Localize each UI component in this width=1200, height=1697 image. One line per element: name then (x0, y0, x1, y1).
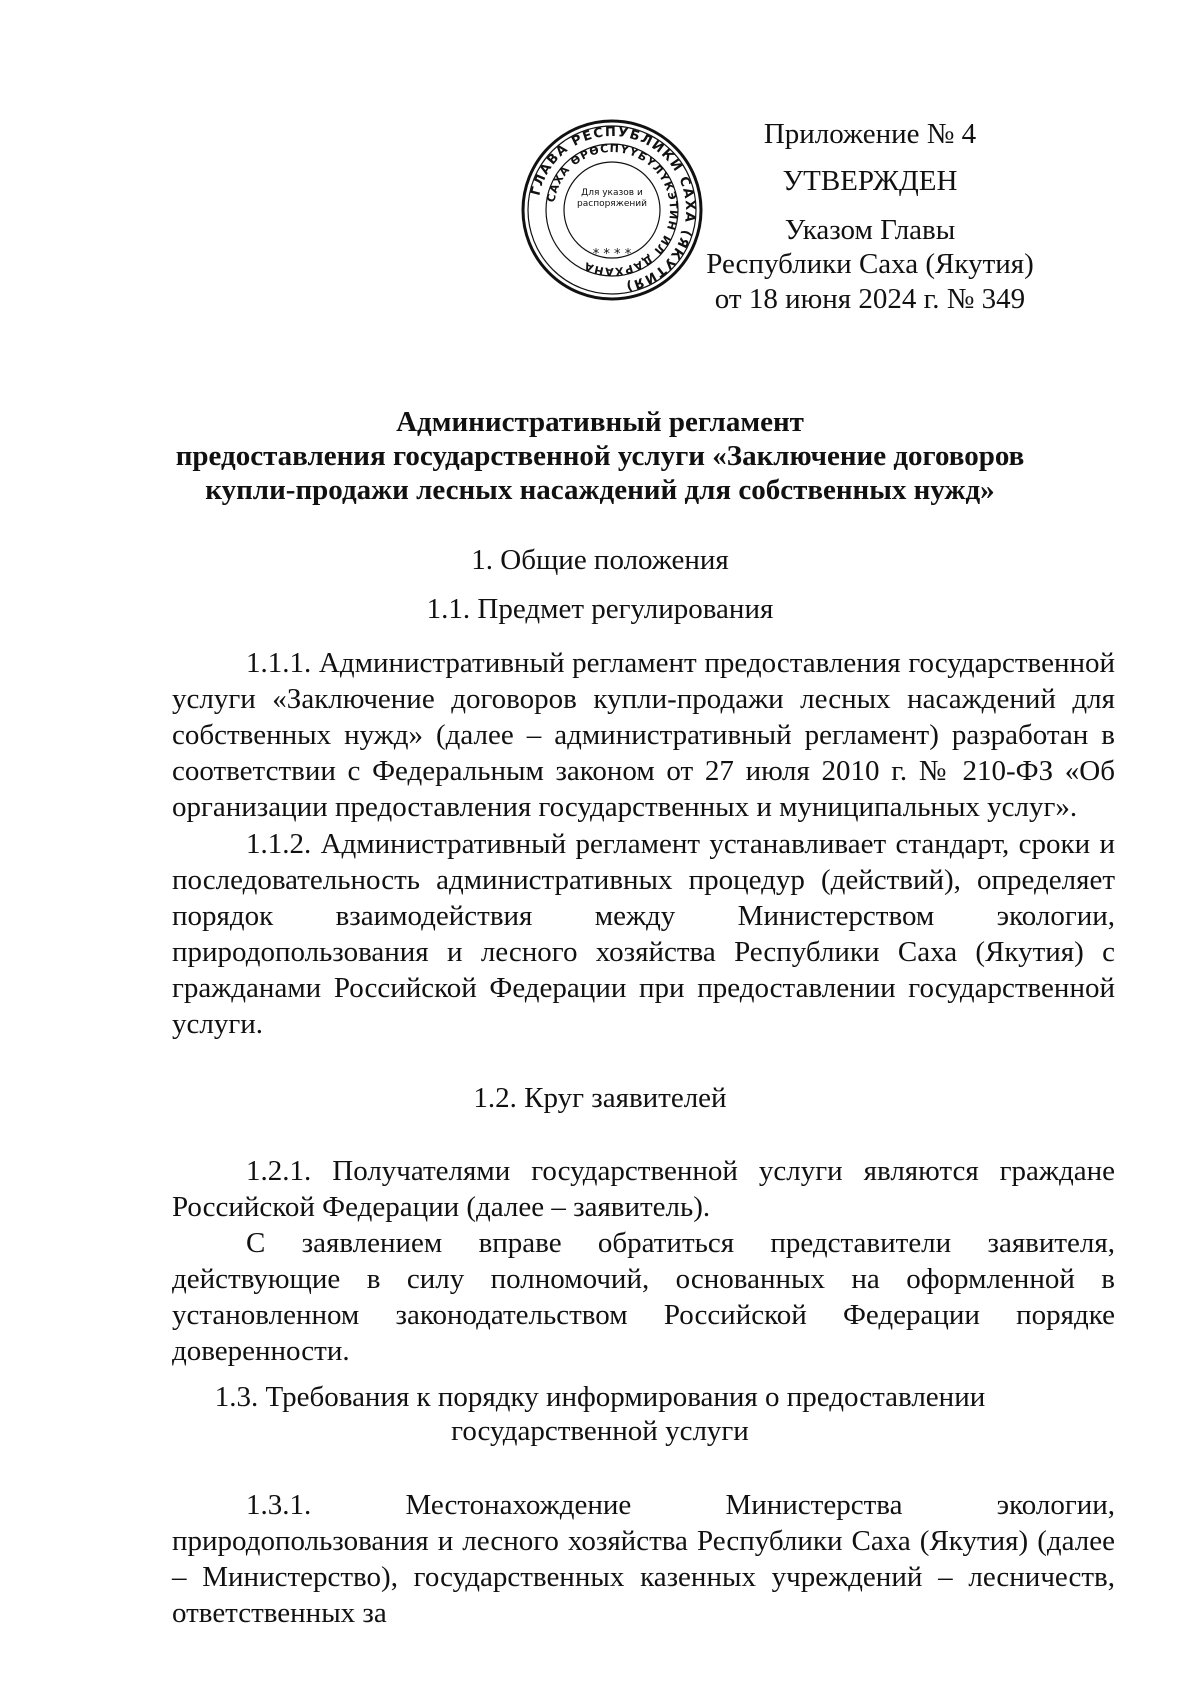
title-line-2: предоставления государственной услуги «Заключение договоров (175, 440, 1025, 472)
section-heading-1-1: 1.1. Предмет регулирования (426, 593, 774, 625)
svg-text:* * * *: * * * * (592, 247, 632, 262)
title-line-1: Административный регламент (396, 406, 804, 438)
section-heading-1-3-line-2: государственной услуги (451, 1415, 749, 1447)
paragraph-1-1-2: 1.1.2. Административный регламент устанавливает стандарт, сроки и последовательность административных процедур (действий), определяет порядок взаимодействия между Министерством экологии, природопользования и лесного хозяйства Республики Саха (Якутия) с гражданами Российской Федерации при предоставлении государственной услуги. (172, 828, 1115, 1040)
document-title (170, 405, 1030, 507)
paragraph-1-2-1-representatives: С заявлением вправе обратиться представители заявителя, действующие в силу полномочий, основанных на оформленной в установленном законодательством Российской Федерации порядке доверенности. (172, 1227, 1115, 1367)
seal-outer-ring-text: ГЛАВА РЕСПУБЛИКИ САХА (ЯКУТИЯ) (528, 124, 698, 294)
decree-line-1: Указом Главы (784, 214, 956, 246)
paragraph-1-1-1: 1.1.1. Административный регламент предоставления государственной услуги «Заключение договоров купли-продажи лесных насаждений для собственных нужд» (далее – административный регламент) разработан в соответствии с Федеральным законом от 27 июля 2010 г. № 210-ФЗ «Об организации предоставления государственных и муниципальных услуг». (172, 647, 1115, 823)
approved-label: УТВЕРЖДЕН (782, 165, 958, 197)
official-seal-stamp (520, 118, 704, 302)
appendix-number: Приложение № 4 (763, 118, 977, 150)
section-heading-1: 1. Общие положения (471, 544, 729, 576)
section-heading-1-2: 1.2. Круг заявителей (473, 1082, 727, 1114)
paragraph-1-2-1: 1.2.1. Получателями государственной услуги являются граждане Российской Федерации (далее – заявитель). (172, 1155, 1115, 1223)
decree-line-2: Республики Саха (Якутия) (706, 248, 1034, 280)
section-heading-1-3-line-1: 1.3. Требования к порядку информирования о предоставлении (214, 1381, 986, 1413)
decree-date: от 18 июня 2024 г. № 349 (714, 283, 1026, 315)
paragraph-1-3-1: 1.3.1. Местонахождение Министерства экологии, природопользования и лесного хозяйства Республики Саха (Якутия) (далее – Министерство), государственных казенных учреждений – лесничеств, ответственных за (172, 1489, 1115, 1629)
seal-inner-ring-text: САХА ӨРӨСПҮҮБҮЛҮКЭТИН ИЛ ДАРХАНА (544, 141, 681, 279)
title-line-3: купли-продажи лесных насаждений для собственных нужд» (205, 474, 995, 506)
seal-center-text: Для указов и распоряжений (577, 188, 647, 209)
